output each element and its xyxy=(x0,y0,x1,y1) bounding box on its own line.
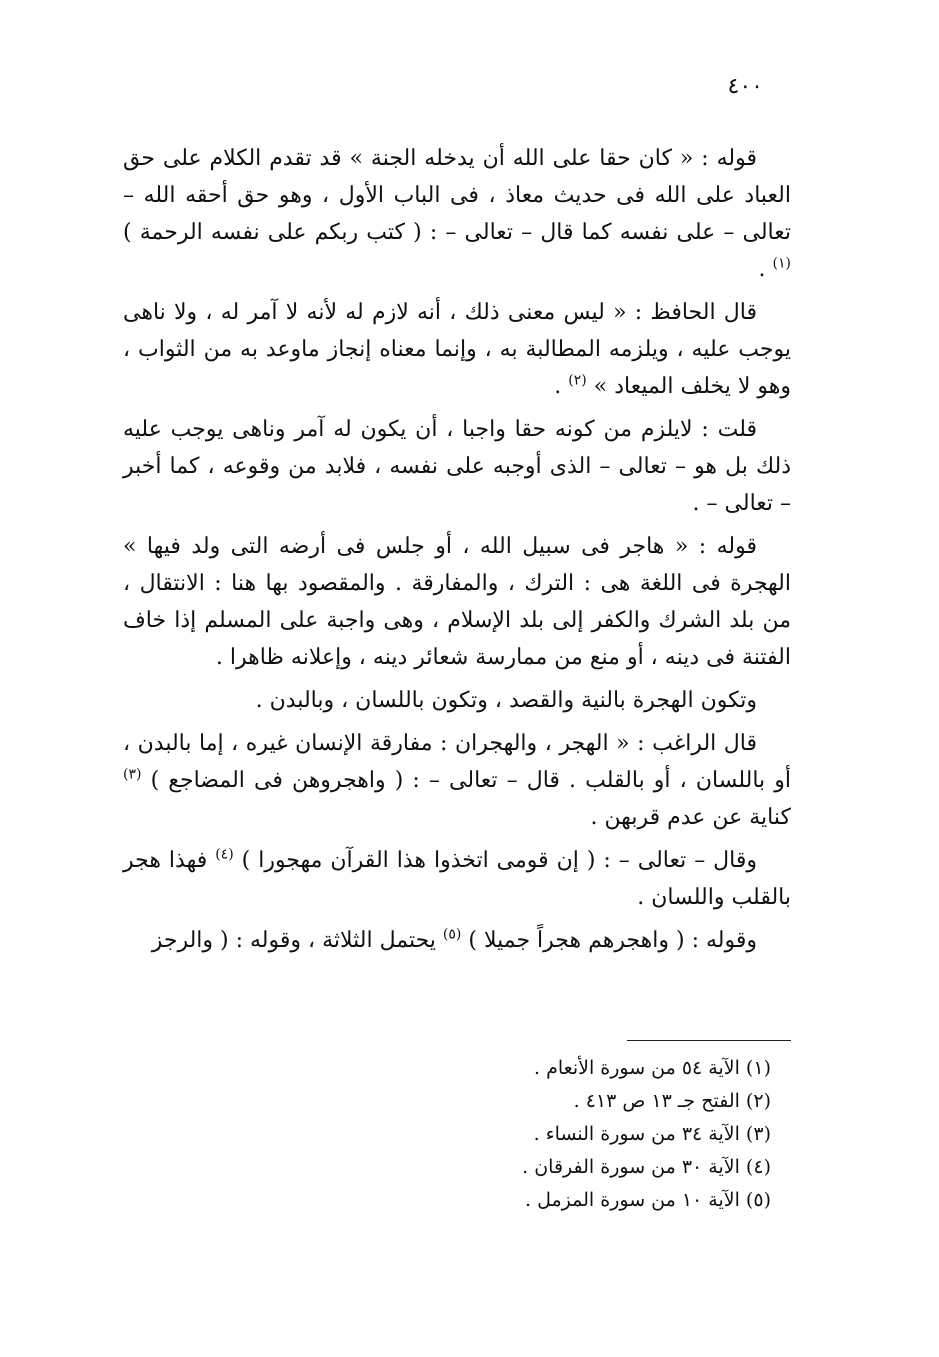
paragraph-1 xyxy=(123,140,791,288)
paragraph-text: وقوله : ( واهجرهم هجراً جميلا ) xyxy=(468,928,757,953)
footnote-divider xyxy=(627,1040,791,1041)
footnote-reference: (٣) xyxy=(123,766,142,783)
paragraph-text: قال الراغب : « الهجر ، والهجران : مفارقة الإنسان غيره ، إما بالبدن ، أو باللسان ، أو بالقلب . قال – تعالى – : ( واهجروهن فى المضاجع ) xyxy=(123,731,791,793)
footnote-3: (٣) الآية ٣٤ من سورة النساء . xyxy=(533,1123,771,1145)
paragraph-4 xyxy=(123,528,791,676)
paragraph-tail: فهذا هجر بالقلب واللسان . xyxy=(123,848,791,910)
paragraph-text: قال الحافظ : « ليس معنى ذلك ، أنه لازم له لأنه لا آمر له ، ولا ناهى يوجب عليه ، ويلزمه المطالبة به ، وإنما معناه إنجاز ماوعد به من الثواب ، وهو لا يخلف الميعاد » xyxy=(123,300,791,399)
paragraph-text: وتكون الهجرة بالنية والقصد ، وتكون باللسان ، وبالبدن . xyxy=(255,688,757,713)
footnote-1: (١) الآية ٥٤ من سورة الأنعام . xyxy=(534,1057,771,1079)
footnote-4: (٤) الآية ٣٠ من سورة الفرقان . xyxy=(522,1156,771,1178)
page-number: ٤٠٠ xyxy=(727,74,763,99)
paragraph-tail: . xyxy=(554,374,569,399)
paragraph-5 xyxy=(123,682,791,719)
footnote-reference: (١) xyxy=(772,255,791,272)
footnote-reference: (٢) xyxy=(568,372,587,389)
footnote-5: (٥) الآية ١٠ من سورة المزمل . xyxy=(525,1189,771,1211)
footnote-2: (٢) الفتح جـ ١٣ ص ٤١٣ . xyxy=(573,1090,771,1112)
paragraph-7 xyxy=(123,842,791,916)
paragraph-8 xyxy=(123,922,791,959)
paragraph-tail: كناية عن عدم قربهن . xyxy=(590,805,791,830)
paragraph-3 xyxy=(123,411,791,522)
footnote-reference: (٤) xyxy=(215,846,234,863)
paragraph-text: قوله : « كان حقا على الله أن يدخله الجنة » قد تقدم الكلام على حق العباد على الله فى حديث معاذ ، فى الباب الأول ، وهو حق أحقه الله – تعالى – على نفسه كما قال – تعالى – : ( كتب ربكم على نفسه الرحمة ) xyxy=(123,146,791,245)
paragraph-text: قوله : « هاجر فى سبيل الله ، أو جلس فى أرضه التى ولد فيها » الهجرة فى اللغة هى : الترك ، والمفارقة . والمقصود بها هنا : الانتقال ، من بلد الشرك والكفر إلى بلد الإسلام ، وهى واجبة على المسلم إذا خاف الفتنة فى دينه ، أو منع من ممارسة شعائر دينه ، وإعلانه ظاهرا . xyxy=(123,534,791,670)
paragraph-text: وقال – تعالى – : ( إن قومى اتخذوا هذا القرآن مهجورا ) xyxy=(241,848,758,873)
paragraph-2 xyxy=(123,294,791,405)
body-text xyxy=(123,140,791,965)
footnote-reference: (٥) xyxy=(442,926,462,943)
paragraph-6 xyxy=(123,725,791,836)
paragraph-tail: . xyxy=(758,257,773,282)
paragraph-text: قلت : لايلزم من كونه حقا واجبا ، أن يكون له آمر وناهى يوجب عليه ذلك بل هو – تعالى – الذى أوجبه على نفسه ، فلابد من وقوعه ، كما أخبر – تعالى – . xyxy=(123,417,791,516)
paragraph-tail: يحتمل الثلاثة ، وقوله : ( والرجز xyxy=(151,928,443,953)
footnotes xyxy=(271,1052,771,1217)
